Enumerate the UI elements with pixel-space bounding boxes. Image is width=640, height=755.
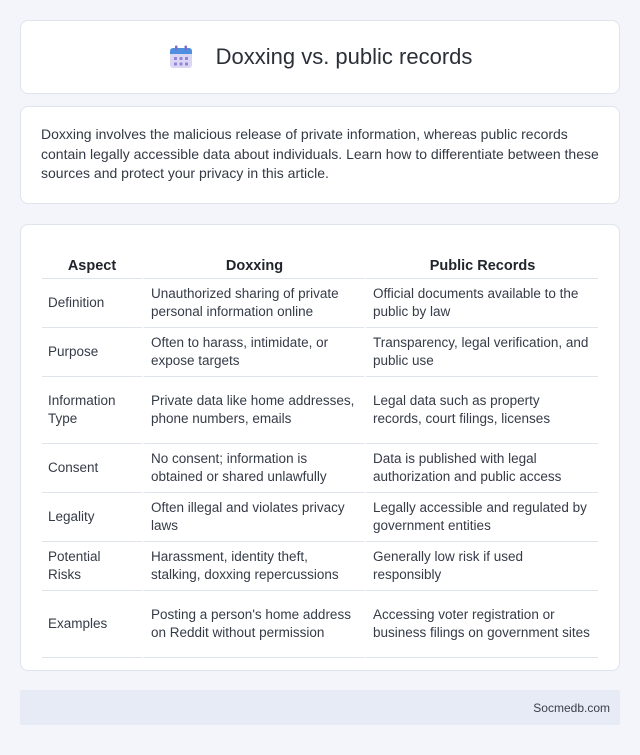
intro-card — [20, 106, 620, 204]
table-cell: Information Type — [42, 377, 142, 444]
table-row — [42, 444, 598, 493]
column-header: Public Records — [364, 245, 598, 279]
table-cell: Legally accessible and regulated by government entities — [364, 493, 598, 542]
table-row — [42, 542, 598, 591]
comparison-table-card — [20, 224, 620, 671]
table-cell: Transparency, legal verification, and public use — [364, 328, 598, 377]
column-header: Doxxing — [142, 245, 364, 279]
comparison-table — [42, 245, 598, 658]
footer-site-link[interactable]: Socmedb.com — [533, 700, 610, 715]
footer — [20, 690, 620, 725]
table-cell: Harassment, identity theft, stalking, doxxing repercussions — [142, 542, 364, 591]
table-header-row — [42, 245, 598, 279]
table-row — [42, 279, 598, 328]
table-cell: Purpose — [42, 328, 142, 377]
table-cell: Often illegal and violates privacy laws — [142, 493, 364, 542]
table-cell: Accessing voter registration or business filings on government sites — [364, 591, 598, 658]
table-cell: Private data like home addresses, phone numbers, emails — [142, 377, 364, 444]
table-cell: Often to harass, intimidate, or expose targets — [142, 328, 364, 377]
table-cell: Data is published with legal authorization and public access — [364, 444, 598, 493]
page-title: Doxxing vs. public records — [215, 44, 473, 69]
table-cell: Legal data such as property records, court filings, licenses — [364, 377, 598, 444]
table-cell: Posting a person's home address on Reddit without permission — [142, 591, 364, 658]
table-row — [42, 377, 598, 444]
column-header: Aspect — [42, 245, 142, 279]
table-row — [42, 591, 598, 658]
table-row — [42, 328, 598, 377]
table-cell: Generally low risk if used responsibly — [364, 542, 598, 591]
table-cell: Official documents available to the public by law — [364, 279, 598, 328]
table-cell: Definition — [42, 279, 142, 328]
table-row — [42, 493, 598, 542]
table-cell: Potential Risks — [42, 542, 142, 591]
table-cell: Consent — [42, 444, 142, 493]
table-cell: Examples — [42, 591, 142, 658]
title-card — [20, 20, 620, 94]
table-cell: No consent; information is obtained or shared unlawfully — [142, 444, 364, 493]
calendar-icon — [168, 44, 194, 70]
intro-text: Doxxing involves the malicious release of private information, whereas public records contain legally accessible data about individuals. Learn how to differentiate between these sources and protect your privacy in this article. — [41, 126, 599, 181]
table-cell: Legality — [42, 493, 142, 542]
table-cell: Unauthorized sharing of private personal information online — [142, 279, 364, 328]
